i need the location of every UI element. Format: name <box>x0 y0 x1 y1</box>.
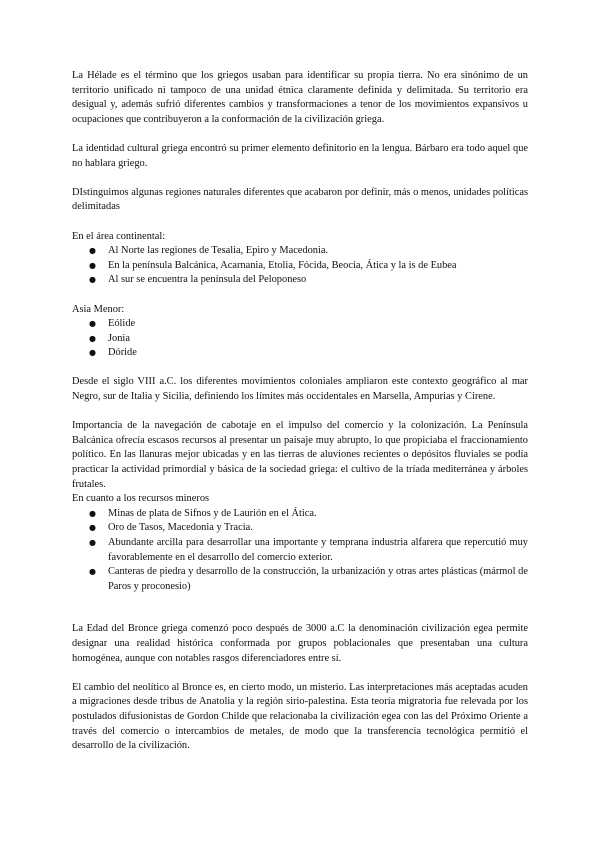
mining-list <box>72 507 528 595</box>
bullet-icon: ● <box>89 260 96 270</box>
list-item: ● Al sur se encuentra la península del Peloponeso <box>72 273 528 288</box>
list-item: ● Minas de plata de Sifnos y de Laurión en el Ática. <box>72 507 528 522</box>
bullet-icon: ● <box>89 333 96 343</box>
paragraph-identidad: La identidad cultural griega encontró su primer elemento definitorio en la lengua. Bárbaro era todo aquel que no hablara griego. <box>72 142 528 169</box>
paragraph-neolitico: El cambio del neolítico al Bronce es, en cierto modo, un misterio. Las interpretaciones más aceptadas acuden a migraciones desde tribus de Anatolia y la región sirio-palestina. Esta teoría migratoria fue relevada por los postulados difusionistas de Gordon Childe que relacionaba la civilización egea con las del Próximo Oriente a través del comercio o intercambios de metales, de modo que la transferencia tecnológica permitió el desarrollo de la civilización. <box>72 681 528 752</box>
continental-heading: En el área continental: <box>72 230 166 242</box>
paragraph-regiones: DIstinguimos algunas regiones naturales diferentes que acabaron por definir, más o menos, unidades políticas delimitadas <box>72 186 528 213</box>
paragraph-bronce: La Edad del Bronce griega comenzó poco después de 3000 a.C la denominación civilización egea permite designar una realidad histórica conformada por grupos poblacionales que presentaban una cultura homogénea, aunque con notables rasgos diferenciadores entre sí. <box>72 623 528 664</box>
list-item: ● Al Norte las regiones de Tesalia, Epiro y Macedonia. <box>72 244 528 259</box>
bullet-icon: ● <box>89 319 96 329</box>
bullet-icon: ● <box>89 246 96 256</box>
bullet-icon: ● <box>89 275 96 285</box>
bullet-icon: ● <box>89 538 96 547</box>
asia-heading: Asia Menor: <box>72 303 125 315</box>
list-item: ● En la península Balcánica, Acarnania, Etolia, Fócida, Beocia, Ática y la is de Eubea <box>72 259 528 274</box>
paragraph-colonias: Desde el siglo VIII a.C. los diferentes movimientos coloniales ampliaron este contexto geográfico al mar Negro, sur de Italia y Sicilia, definiendo los límites más occidentales en Marsella, Ampurias y Cirene. <box>72 376 528 403</box>
list-item: ● Oro de Tasos, Macedonia y Tracia. <box>72 521 528 536</box>
list-item: ● Dóride <box>72 346 528 361</box>
paragraph-navegacion: Importancia de la navegación de cabotaje en el impulso del comercio y la colonización. La Península Balcánica ofrecía escasos recursos al presentar un paisaje muy abrupto, lo que propiciaba el fraccionamiento político. En las llanuras mejor ubicadas y en las tierras de aluviones recientes o depósitos fluviales se podía practicar la actividad primordial y básica de la sociedad griega: el cultivo de la tríada mediterránea y árboles frutales. <box>72 420 528 490</box>
bullet-icon: ● <box>89 567 96 577</box>
bullet-icon: ● <box>89 348 96 358</box>
paragraph-helade: La Hélade es el término que los griegos usaban para identificar su propia tierra. No era sinónimo de un territorio unificado ni tampoco de una unidad étnica claramente definida y delimitada. Su territorio era desigual y, además sufrió diferentes cambios y transformaciones a tenor de los movimientos expansivos u ocupaciones que contribuyeron a la conformación de la civilización griega. <box>72 70 528 125</box>
list-item: ● Jonia <box>72 332 528 347</box>
mining-heading: En cuanto a los recursos mineros <box>72 493 210 505</box>
bullet-icon: ● <box>89 508 96 518</box>
list-item: ● Eólide <box>72 317 528 332</box>
bullet-icon: ● <box>89 523 96 533</box>
list-item: ● Abundante arcilla para desarrollar una importante y temprana industria alfarera que repercutió muy favorablemente en el desarrollo del comercio exterior. <box>89 537 528 563</box>
asia-list <box>72 317 528 361</box>
list-item: ● Canteras de piedra y desarrollo de la construcción, la urbanización y otras artes plásticas (mármol de Paros y proconesio) <box>89 566 528 592</box>
continental-list <box>72 244 528 288</box>
